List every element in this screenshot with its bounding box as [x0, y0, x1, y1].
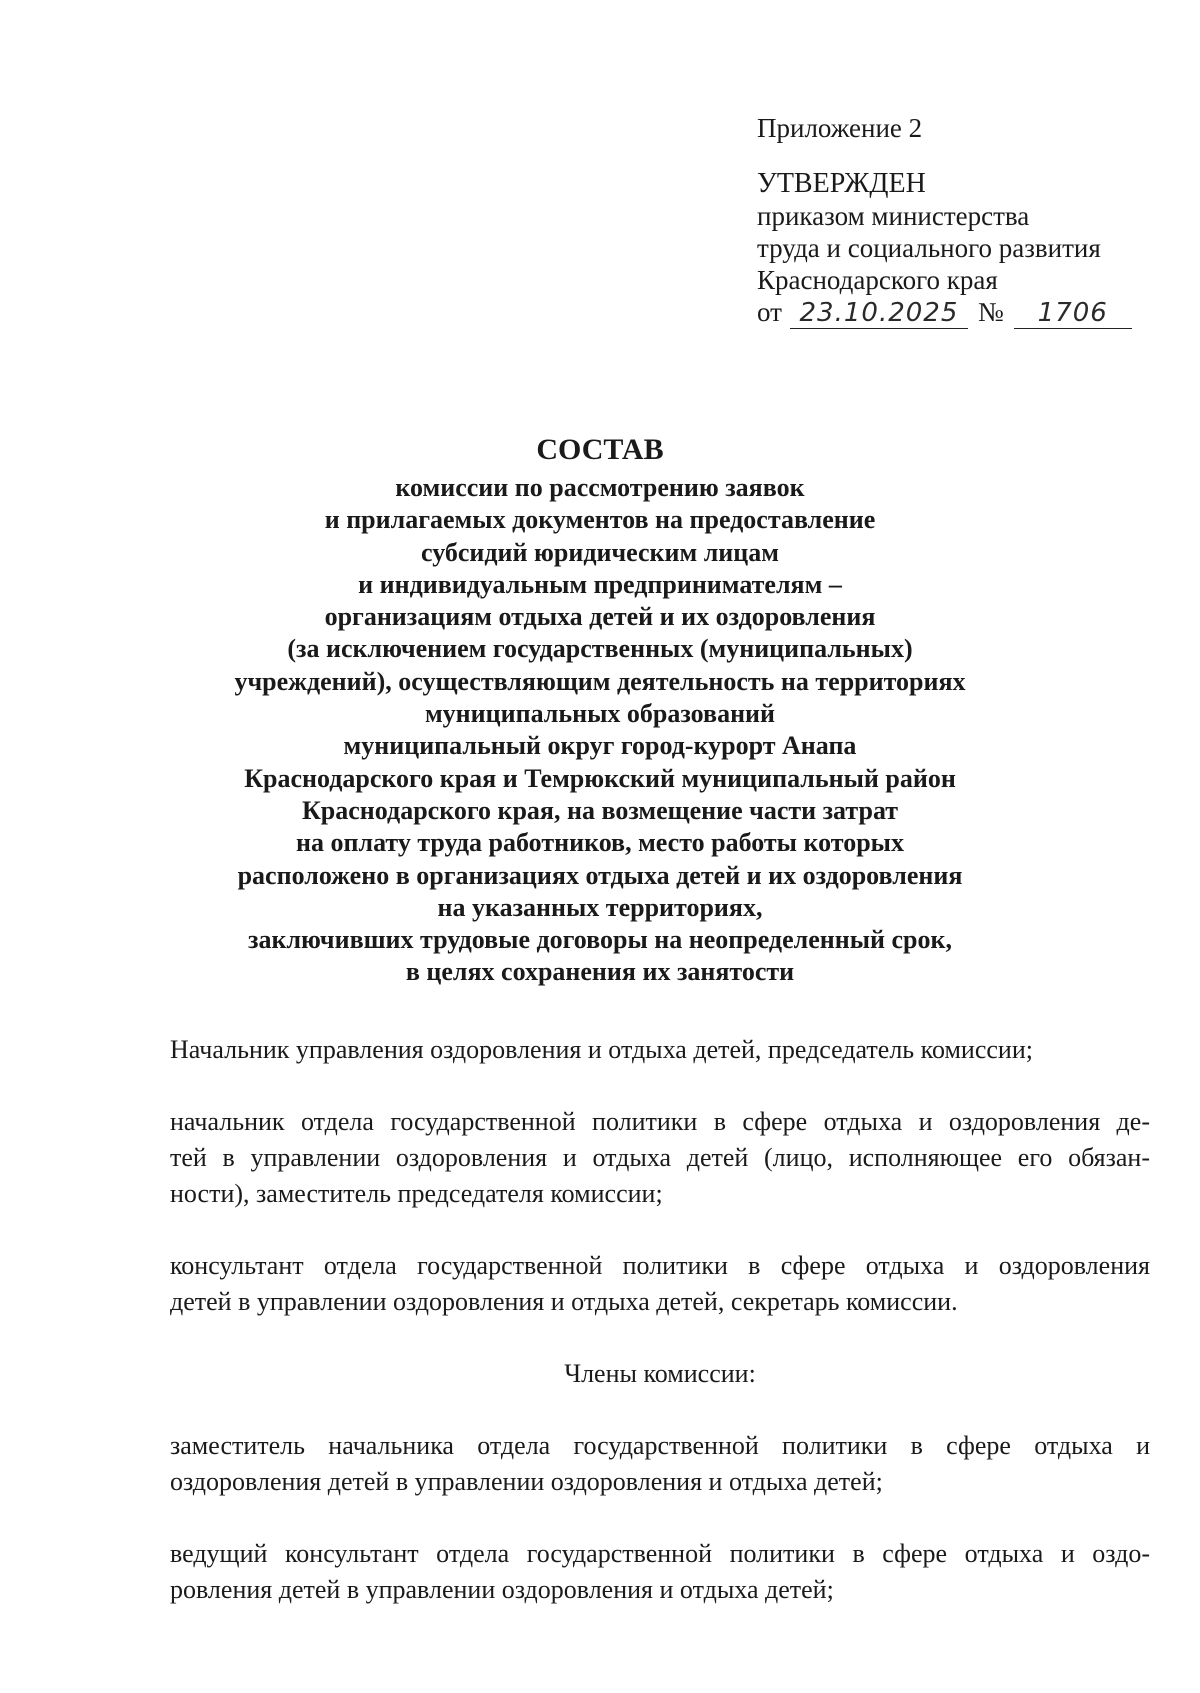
text-line: ности), заместитель председателя комиссии; [170, 1179, 663, 1208]
title-line: и прилагаемых документов на предоставление [324, 505, 876, 535]
title-line: Краснодарского края, на возмещение части затрат [301, 795, 899, 825]
title-line: заключивших трудовые договоры на неопределенный срок, [248, 925, 952, 955]
title-line: организациям отдыха детей и их оздоровления [324, 602, 876, 632]
approved-label: УТВЕРЖДЕН [757, 168, 926, 199]
approval-line: приказом министерства [757, 201, 1030, 231]
text-line: ведущий консультант отдела государственной политики в сфере отдыха и оздо- [170, 1539, 1150, 1568]
text-line: тей в управлении оздоровления и отдыха детей (лицо, исполняющее его обязан- [170, 1143, 1150, 1172]
title-line: учреждений), осуществляющим деятельность на территориях [234, 666, 966, 696]
text-line: начальник отдела государственной политики в сфере отдыха и оздоровления де- [170, 1107, 1150, 1136]
title-line: комиссии по рассмотрению заявок [395, 473, 805, 502]
title-line: на указанных территориях, [437, 892, 763, 922]
appendix-label: Приложение 2 [757, 113, 923, 143]
title-line: Краснодарского края и Темрюкский муниципальный район [244, 763, 956, 793]
number-sign: № [977, 297, 1004, 327]
order-date-number [757, 296, 1177, 329]
chair-paragraph [170, 1032, 1150, 1068]
approval-line: Краснодарского края [757, 265, 998, 295]
title-line: и индивидуальным предпринимателям – [358, 569, 842, 599]
text-line: ровления детей в управлении оздоровления и отдыха детей; [170, 1575, 834, 1604]
document-body [170, 1032, 1150, 1644]
handwritten-number: 1706 [1014, 298, 1132, 329]
title-heading: СОСТАВ [536, 433, 664, 466]
member-paragraph [170, 1536, 1150, 1608]
member-paragraph [170, 1428, 1150, 1500]
title-line: муниципальный округ город-курорт Анапа [343, 731, 857, 761]
approval-line: труда и социального развития [757, 233, 1101, 263]
handwritten-date: 23.10.2025 [790, 298, 968, 329]
title-line: муниципальных образований [424, 699, 776, 729]
secretary-paragraph [170, 1248, 1150, 1320]
title-line: (за исключением государственных (муниципальных) [287, 634, 913, 664]
approval-block [757, 112, 1177, 329]
title-line: субсидий юридическим лицам [421, 537, 779, 567]
members-heading: Члены комиссии: [564, 1359, 756, 1388]
text-line: консультант отдела государственной политики в сфере отдыха и оздоровления [170, 1251, 1150, 1280]
title-line: в целях сохранения их занятости [405, 957, 795, 987]
text-line: детей в управлении оздоровления и отдыха детей, секретарь комиссии. [170, 1287, 958, 1316]
title-line: на оплату труда работников, место работы которых [296, 828, 904, 858]
text-line: Начальник управления оздоровления и отдыха детей, председатель комиссии; [170, 1035, 1033, 1064]
date-prefix: от [757, 297, 782, 327]
text-line: оздоровления детей в управлении оздоровления и отдыха детей; [170, 1467, 883, 1496]
deputy-chair-paragraph [170, 1104, 1150, 1212]
title-line: расположено в организациях отдыха детей и их оздоровления [237, 860, 963, 890]
document-title [160, 432, 1040, 989]
text-line: заместитель начальника отдела государственной политики в сфере отдыха и [170, 1431, 1150, 1460]
